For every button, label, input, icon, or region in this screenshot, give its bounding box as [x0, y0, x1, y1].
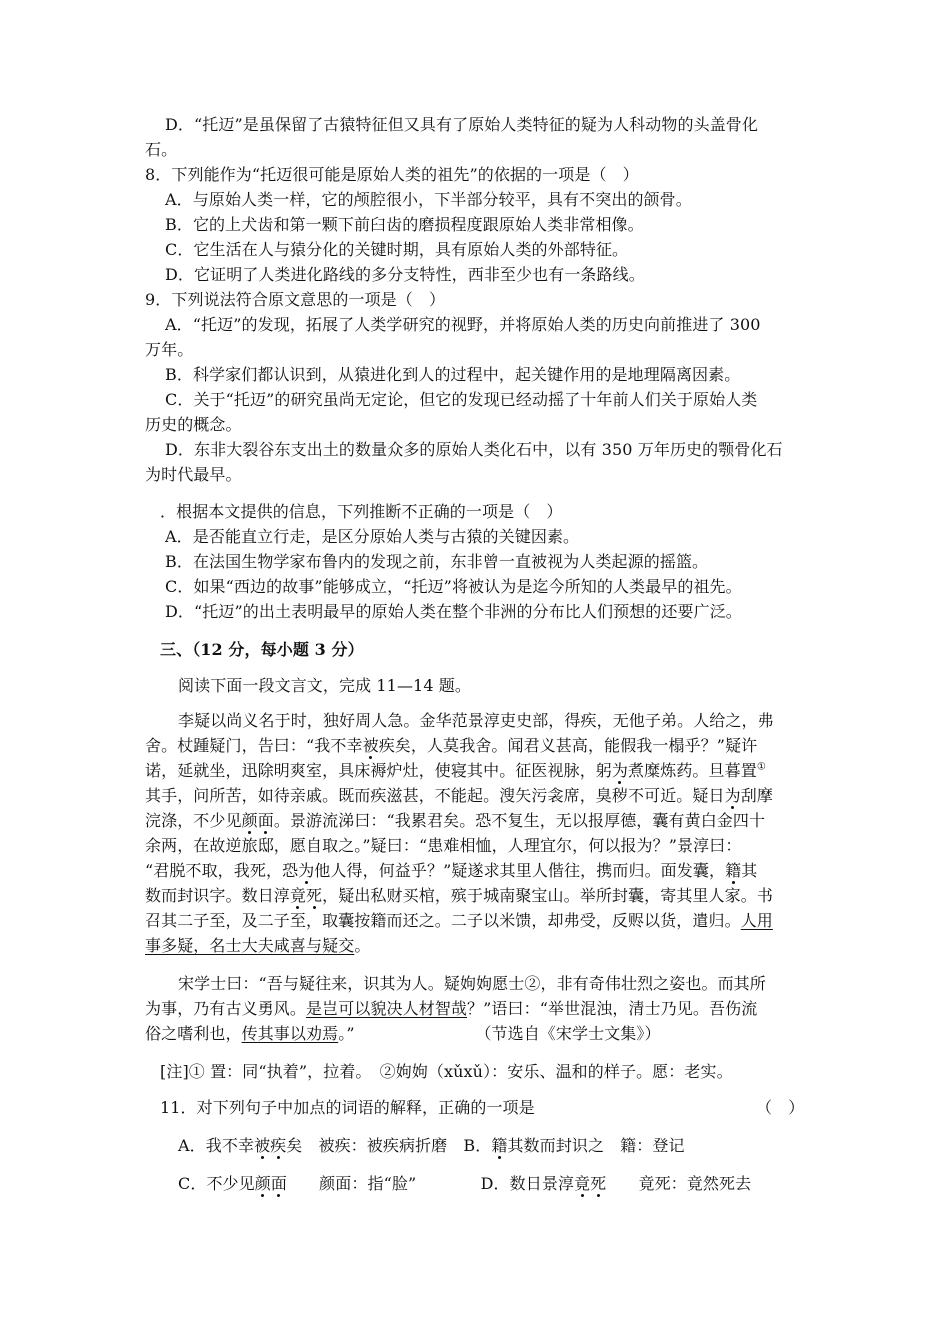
text-segment: ① [756, 761, 766, 773]
text-line [165, 550, 950, 574]
text-line [145, 809, 950, 833]
text-segment: 历史的概念。 [145, 415, 242, 434]
text-line [165, 575, 950, 599]
dotted-char: 为 [611, 761, 629, 780]
text-line [165, 213, 950, 237]
text-segment: D．它证明了人类进化路线的多分支特性，西非至少也有一条路线。 [165, 265, 645, 284]
dotted-char: 籍 [725, 861, 742, 880]
dotted-char: 面 [270, 1174, 287, 1193]
text-segment: 煮糜炼药。旦暮置 [628, 761, 757, 780]
text-line [165, 600, 950, 624]
text-line [145, 934, 950, 958]
text-segment: 为时代最早。 [145, 465, 242, 484]
text-line [165, 263, 950, 287]
text-segment: A．我不幸 [178, 1136, 255, 1155]
text-segment: 9．下列说法符合原文意思的一项是（ ） [145, 290, 446, 309]
text-line [145, 997, 950, 1021]
dotted-char: 颜 [241, 811, 258, 830]
dotted-char: 面 [257, 811, 274, 830]
text-segment: 。 [354, 936, 371, 955]
text-segment: 阅读下面一段文言文，完成 11—14 题。 [178, 676, 471, 695]
text-line [160, 500, 950, 524]
text-segment: D．“托迈”是虽保留了古猿特征但又具有了原始人类特征的疑为人科动物的头盖骨化 [165, 115, 758, 134]
text-segment: 诺，延就坐，迅除明爽室，具床褥炉灶，使寝其中。征医视脉，躬 [145, 761, 612, 780]
text-segment: 。” （节选自《宋学士文集》） [338, 1024, 661, 1043]
text-line [165, 388, 950, 412]
text-segment: 矣 被疾：被疾病折磨 B． [286, 1136, 492, 1155]
dotted-char: 籍 [491, 1136, 508, 1155]
text-line [145, 859, 950, 883]
text-line [165, 313, 950, 337]
dotted-char: 竟 [289, 886, 307, 905]
dotted-char: 为 [724, 786, 741, 805]
text-line [145, 463, 950, 487]
text-segment: 刮摩 [740, 786, 773, 805]
dotted-char: 死 [306, 886, 323, 905]
text-line [165, 438, 950, 462]
text-line [145, 1022, 950, 1046]
text-segment: 舍。杖踵疑门，告曰：“我不幸 [145, 736, 363, 755]
text-segment: 召其二子至，及二子至，取囊按籍而还之。二子以米馈，却弗受，反赆以货，遣归。 [145, 911, 741, 930]
dotted-char: 被 [254, 1136, 271, 1155]
text-segment: 其 [741, 861, 758, 880]
text-segment: （ ） [756, 1098, 805, 1117]
dotted-char: 死 [590, 1174, 607, 1193]
text-segment: “君脱不取，我死，恐 [145, 861, 299, 880]
text-segment: 数而封识字。数日淳 [145, 886, 290, 905]
text-line [165, 525, 950, 549]
underlined-text: 事多疑，名士大夫咸喜与疑交 [145, 936, 355, 955]
text-segment: 俗之嗜利也， [145, 1024, 242, 1043]
text-segment: 。景游流涕曰：“我累君矣。恐不复生，无以报厚德，囊有黄白金四十 [273, 811, 766, 830]
text-line [165, 113, 950, 137]
text-segment: C．它生活在人与猿分化的关键时期，具有原始人类的外部特征。 [165, 240, 629, 259]
dotted-char: 为 [298, 861, 315, 880]
text-segment: D．“托迈”的出土表明最早的原始人类在整个非洲的分布比人们预想的还要广泛。 [165, 602, 742, 621]
text-line [145, 884, 950, 908]
text-segment: 其手，问所苦，如待亲戚。既而疾滋甚，不能起。溲矢污衾席，臭秽不可近。疑日 [145, 786, 725, 805]
text-segment: 石。 [145, 140, 178, 159]
text-line [178, 972, 950, 996]
text-segment: ．根据本文提供的信息，下列推断不正确的一项是（ ） [160, 502, 563, 521]
text-line [145, 734, 950, 758]
text-segment: 疾矣，人莫我舍。闻君义甚高，能假我一榻乎？”疑许 [378, 736, 758, 755]
text-segment: 余两，在故逆旅邸，愿自取之。”疑曰：“患难相恤，人理宜尔，何以报为？”景淳曰： [145, 836, 742, 855]
text-line [756, 1096, 950, 1120]
text-segment: A．是否能直立行走，是区分原始人类与古猿的关键因素。 [165, 527, 580, 546]
text-segment: A．与原始人类一样，它的颅腔很小，下半部分较平，具有不突出的颌骨。 [165, 190, 692, 209]
text-segment: C．不少见 [178, 1174, 255, 1193]
text-segment: 浣涤，不少见 [145, 811, 242, 830]
text-line [178, 1134, 950, 1158]
dotted-char: 疾 [270, 1136, 287, 1155]
text-segment: C．如果“西边的故事”能够成立，“托迈”将被认为是迄今所知的人类最早的祖先。 [165, 577, 742, 596]
dotted-char: 被 [362, 736, 379, 755]
dotted-char: 竟 [574, 1174, 591, 1193]
text-segment: 三、（12 分，每小题 3 分） [160, 640, 364, 659]
text-line [145, 288, 950, 312]
text-segment: [注]① 置：同“执着”，拉着。 ②姁姁（xǔxǔ）：安乐、温和的样子。愿：老实。 [160, 1062, 733, 1081]
text-segment: 竟死：竟然死去 [606, 1174, 752, 1193]
underlined-text: 是岂可以貌决人材智哉 [306, 999, 468, 1018]
text-line [160, 638, 950, 662]
text-line [160, 1060, 950, 1084]
text-line [178, 709, 950, 733]
text-segment: 为事，乃有古义勇风。 [145, 999, 307, 1018]
text-line [145, 909, 950, 933]
text-segment: 颜面：指“脸” D．数日景淳 [286, 1174, 575, 1193]
text-line [145, 338, 950, 362]
text-line [165, 363, 950, 387]
text-segment: ？”语曰：“举世混浊，清士乃见。吾伤流 [467, 999, 758, 1018]
underlined-text: 人用 [740, 911, 773, 930]
text-segment: B．科学家们都认识到，从猿进化到人的过程中，起关键作用的是地理隔离因素。 [165, 365, 741, 384]
text-segment: 宋学士曰：“吾与疑往来，识其为人。疑姁姁愿士②，非有奇伟壮烈之姿也。而其所 [178, 974, 766, 993]
text-segment: 李疑以尚义名于时，独好周人急。金华范景淳吏史部，得疾，无他子弟。人给之，弗 [178, 711, 774, 730]
text-segment: D．东非大裂谷东支出土的数量众多的原始人类化石中，以有 350 万年历史的颚骨化石 [165, 440, 783, 459]
text-line [178, 1172, 950, 1196]
text-line [178, 674, 950, 698]
text-line [145, 138, 950, 162]
text-line [165, 238, 950, 262]
text-line [145, 413, 950, 437]
text-segment: 万年。 [145, 340, 194, 359]
underlined-text: 传其事以劝焉 [241, 1024, 339, 1043]
text-segment: C．关于“托迈”的研究虽尚无定论，但它的发现已经动摇了十年前人们关于原始人类 [165, 390, 758, 409]
text-line [165, 188, 950, 212]
text-segment: 其数而封识之 籍：登记 [507, 1136, 685, 1155]
text-line [145, 784, 950, 808]
dotted-char: 颜 [254, 1174, 271, 1193]
text-segment: 8．下列能作为“托迈很可能是原始人类的祖先”的依据的一项是（ ） [145, 165, 639, 184]
text-segment: A．“托迈”的发现，拓展了人类学研究的视野，并将原始人类的历史向前推进了 300 [165, 315, 761, 334]
text-segment: 11．对下列句子中加点的词语的解释，正确的一项是 [160, 1098, 535, 1117]
text-segment: 他人得，何益乎？”疑遂求其里人偕往，携而归。面发囊， [314, 861, 726, 880]
text-segment: B．在法国生物学家布鲁内的发现之前，东非曾一直被视为人类起源的摇篮。 [165, 552, 709, 571]
text-line [145, 834, 950, 858]
text-segment: B．它的上犬齿和第一颗下前臼齿的磨损程度跟原始人类非常相像。 [165, 215, 644, 234]
text-line [145, 759, 950, 783]
text-segment: ，疑出私财买棺，殡于城南聚宝山。举所封囊，寄其里人家。书 [322, 886, 773, 905]
text-line [145, 163, 950, 187]
